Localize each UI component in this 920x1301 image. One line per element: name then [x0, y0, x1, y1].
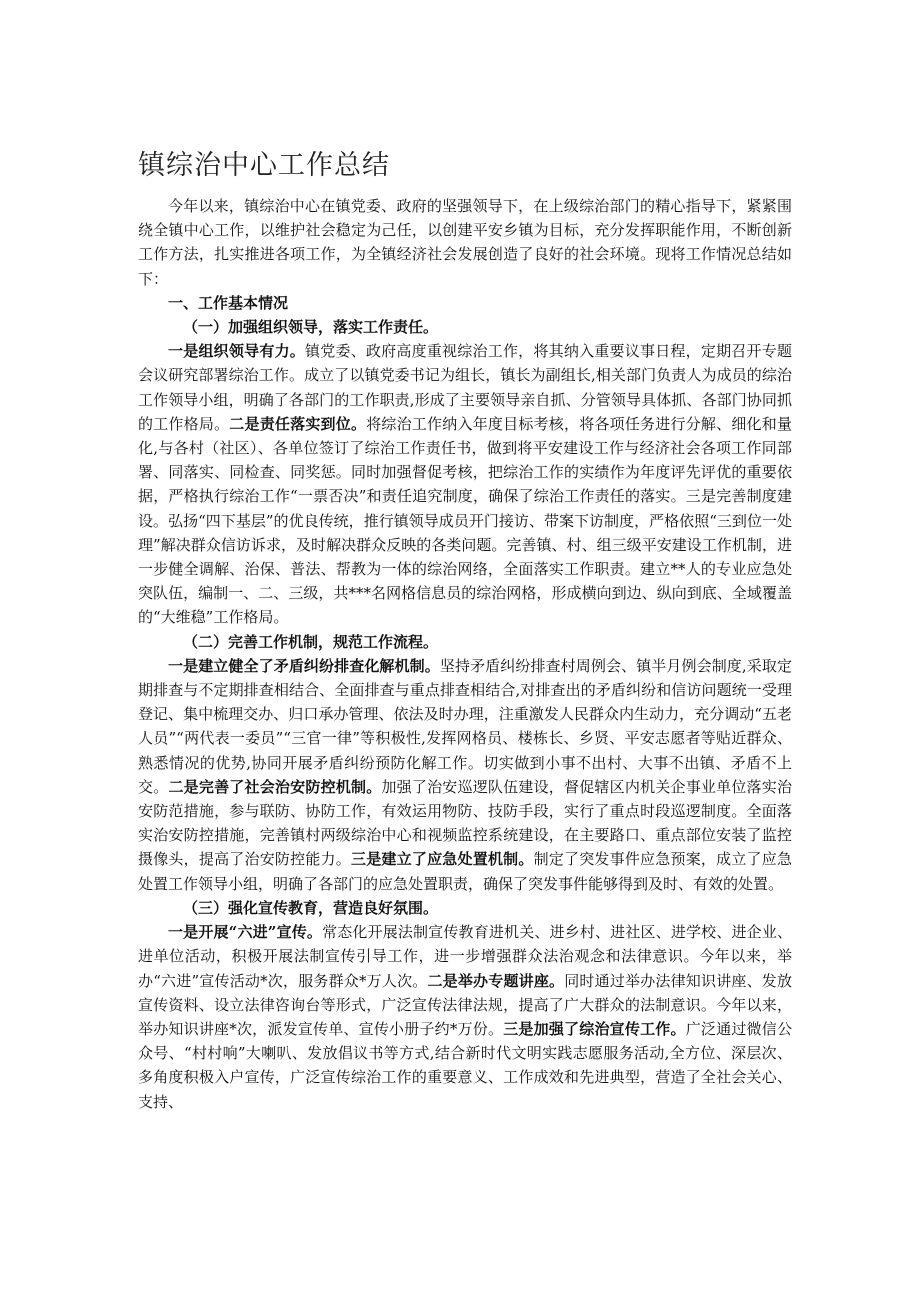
- subsection-heading-1: （一）加强组织领导，落实工作责任。: [183, 318, 439, 337]
- lead-text: 一是建立健全了矛盾纠纷排查化解机制。: [168, 656, 440, 675]
- intro-paragraph: 今年以来，镇综治中心在镇党委、政府的坚强领导下，在上级综治部门的精心指导下，紧紧围绕全镇中心工作，以维护社会稳定为己任，以创建平安乡镇为目标，充分发挥职能作用，不断创新工作方法，扎实推进各项工作，为全镇经济社会发展创造了良好的社会环境。现将工作情况总结如下：: [138, 197, 792, 288]
- paragraph-2: [138, 654, 792, 896]
- lead-text: 二是举办专题讲座。: [427, 971, 565, 990]
- lead-text: 三是加强了综治宣传工作。: [503, 1019, 686, 1038]
- paragraph-1: [138, 339, 792, 629]
- body-text: 加强了治安巡逻队伍建设，督促辖区内机关企事业单位落实治安防范措施，参与联防、协防工作，有效运用物防、技防手段，实行了重点时段巡逻制度。全面落实治安防控措施，完善镇村两级综治中心和视频监控系统建设，在主要路口、重点部位安装了监控摄像头，提高了治安防控能力。: [138, 777, 792, 869]
- paragraph-3: [138, 920, 792, 1114]
- subsection-heading-3: （三）强化宣传教育，营造良好氛围。: [183, 898, 439, 917]
- body-text: 制定了突发事件应急预案，成立了应急处置工作领导小组，明确了各部门的应急处置职责，确保了突发事件能够得到及时、有效的处置。: [138, 850, 792, 893]
- body-text: 同时通过举办法律知识讲座、发放宣传资料、设立法律咨询台等形式，广泛宣传法律法规，提高了广大群众的法制意识。今年以来，举办知识讲座*次，派发宣传单、宣传小册子约*万份。: [138, 971, 792, 1038]
- document-body: [138, 194, 792, 1114]
- page-title: 镇综治中心工作总结: [138, 150, 390, 181]
- lead-text: 二是责任落实到位。: [229, 414, 367, 433]
- body-text: 将综治工作纳入年度目标考核，将各项任务进行分解、细化和量化,与各村（社区）、各单位签订了综治工作责任书，做到将平安建设工作与经济社会各项工作同部署、同落实、同检查、同奖惩。同时加强督促考核，把综治工作的实绩作为年度评先评优的重要依据，严格执行综治工作“一票否决”和责任追究制度，确保了综治工作责任的落实。三是完善制度建设。弘扬“四下基层”的优良传统，推行镇领导成员开门接访、带案下访制度，严格依照“三到位一处理”解决群众信访诉求，及时解决群众反映的各类问题。完善镇、村、组三级平安建设工作机制，进一步健全调解、治保、普法、帮教为一体的综治网络，全面落实工作职责。建立**人的专业应急处突队伍，编制一、二、三级，共***名网格信息员的综治网格，形成横向到边、纵向到底、全域覆盖的“大维稳”工作格局。: [138, 414, 792, 627]
- body-text: 镇党委、政府高度重视综治工作，将其纳入重要议事日程，定期召开专题会议研究部署综治工作。成立了以镇党委书记为组长，镇长为副组长,相关部门负责人为成员的综治工作领导小组，明确了各部门的工作职责,形成了主要领导亲自抓、分管领导具体抓、各部门协同抓的工作格局。: [138, 342, 792, 433]
- lead-text: 三是建立了应急处置机制。: [351, 850, 534, 869]
- lead-text: 一是组织领导有力。: [168, 342, 306, 361]
- body-text: 坚持矛盾纠纷排查村周例会、镇半月例会制度,采取定期排查与不定期排查相结合、全面排查与重点排查相结合,对排查出的矛盾纠纷和信访问题统一受理登记、集中梳理交办、归口承办管理、依法及时办理，注重激发人民群众内生动力，充分调动“五老人员”“两代表一委员”“三官一律”等积极性,发挥网格员、楼栋长、乡贤、平安志愿者等贴近群众、熟悉情况的优势,协同开展矛盾纠纷预防化解工作。切实做到小事不出村、大事不出镇、矛盾不上交。: [138, 656, 792, 796]
- lead-text: 一是开展“六进”宣传。: [168, 923, 323, 942]
- subsection-heading-2: （二）完善工作机制，规范工作流程。: [183, 632, 439, 651]
- section-heading: 一、工作基本情况: [168, 293, 289, 312]
- body-text: 常态化开展法制宣传教育进机关、进乡村、进社区、进学校、进企业、进单位活动，积极开展法制宣传引导工作，进一步增强群众法治观念和法律意识。今年以来，举办“六进”宣传活动*次，服务群众*万人次。: [138, 923, 792, 990]
- lead-text: 二是完善了社会治安防控机制。: [168, 777, 382, 796]
- body-text: 广泛通过微信公众号、“村村响”大喇叭、发放倡议书等方式,结合新时代文明实践志愿服务活动,全方位、深层次、多角度积极入户宣传，广泛宣传综治工作的重要意义、工作成效和先进典型，营造了全社会关心、支持、: [138, 1019, 792, 1111]
